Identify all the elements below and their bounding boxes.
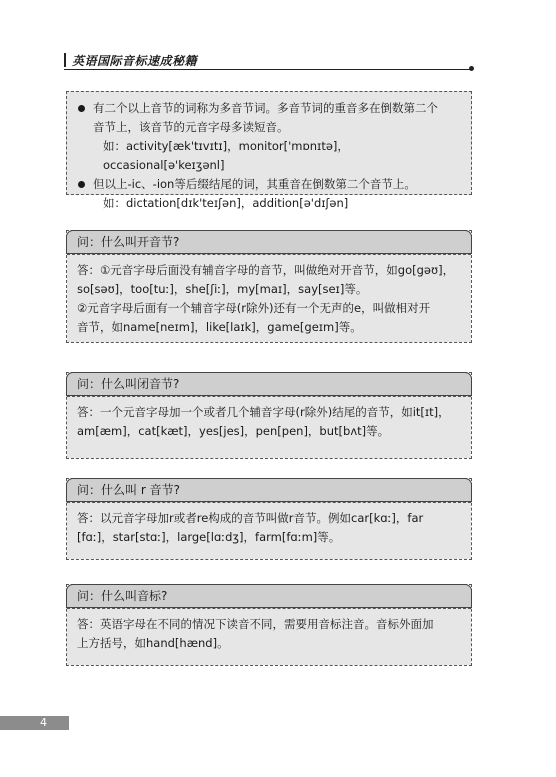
qa-box-r-syllable (66, 478, 472, 560)
header-dot (469, 66, 474, 71)
question-header: 问：什么叫音标? (66, 584, 472, 608)
example-line: 如：activity[æk'tɪvɪtɪ]，monitor['mɒnɪtə]，occasional[ə'keɪʒənl] (103, 139, 349, 172)
bullet-text: 但以上-ic、-ion等后缀结尾的词，其重音在倒数第二个音节上。 (93, 177, 416, 191)
answer-line: 答：①元音字母后面没有辅音字母的音节，叫做绝对开音节，如go[gəʊ]， (77, 263, 455, 277)
qa-box-phonetic-symbol (66, 584, 472, 666)
question-header: 问：什么叫 r 音节? (66, 478, 472, 502)
answer-line: ②元音字母后面有一个辅音字母(r除外)还有一个无声的e，叫做相对开 (77, 301, 431, 315)
example-line: 如：dictation[dɪk'teɪʃən]，addition[ə'dɪʃən] (103, 196, 349, 210)
answer-line: 答：一个元音字母加一个或者几个辅音字母(r除外)结尾的音节，如it[ɪt]， (77, 405, 450, 419)
bullet-text-cont: 音节上，该音节的元音字母多读短音。 (93, 120, 289, 134)
bullet-text: 有二个以上音节的词称为多音节词。多音节词的重音多在倒数第二个 (93, 101, 438, 115)
intro-note-box (66, 91, 472, 210)
answer-line: [fɑː]，star[stɑː]，large[lɑːdʒ]，farm[fɑːm]等。 (77, 530, 341, 544)
qa-box-closed-syllable (66, 372, 472, 459)
bullet-icon (78, 181, 85, 188)
running-header (64, 50, 470, 70)
qa-box-open-syllable (66, 230, 472, 343)
answer-body (67, 254, 471, 342)
bullet-item (77, 175, 461, 213)
answer-line: 上方括号，如hand[hænd]。 (77, 636, 229, 650)
answer-line: am[æm]，cat[kæt]，yes[jes]，pen[pen]，but[bʌt]等。 (77, 424, 390, 438)
answer-line: 答：以元音字母加r或者re构成的音节叫做r音节。例如car[kɑː]，far (77, 511, 424, 525)
answer-body (67, 396, 471, 458)
answer-line: 答：英语字母在不同的情况下读音不同，需要用音标注音。音标外面加 (77, 617, 434, 631)
header-rule (64, 69, 470, 70)
question-header: 问：什么叫闭音节? (66, 372, 472, 396)
book-title: 英语国际音标速成秘籍 (72, 54, 198, 68)
page-number: 4 (0, 716, 69, 730)
answer-line: 音节，如name[neɪm]，like[laɪk]，game[geɪm]等。 (77, 320, 362, 334)
bullet-icon (78, 105, 85, 112)
answer-body (67, 502, 471, 559)
header-bar (64, 53, 66, 67)
question-header: 问：什么叫开音节? (66, 230, 472, 254)
bullet-item (77, 99, 461, 175)
answer-body (67, 608, 471, 665)
answer-line: so[səʊ]，too[tuː]，she[ʃiː]，my[maɪ]，say[seɪ]等。 (77, 282, 368, 296)
